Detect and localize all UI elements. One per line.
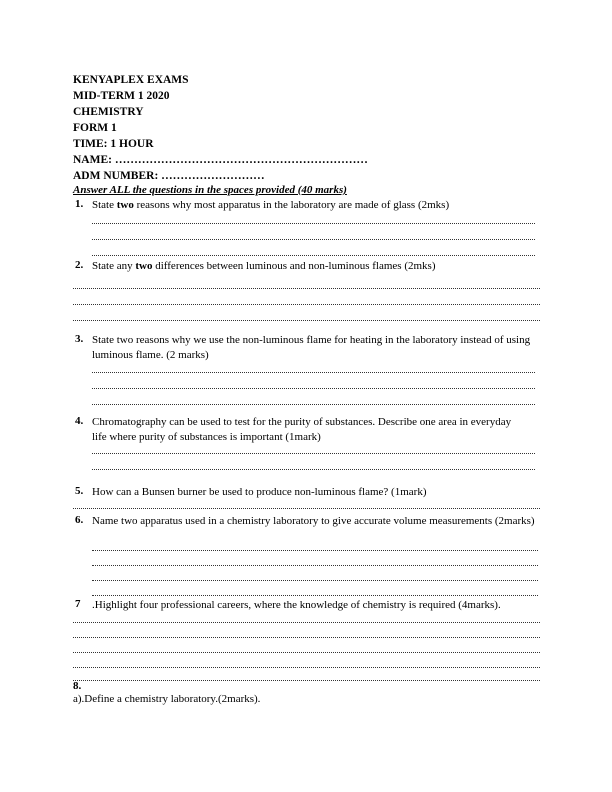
question-1-number: 1. <box>75 198 84 210</box>
name-field: NAME: ………………………………………………………… <box>73 154 368 166</box>
answer-line[interactable] <box>73 636 540 638</box>
answer-line[interactable] <box>92 579 538 581</box>
answer-line[interactable] <box>92 468 535 470</box>
question-6-number: 6. <box>75 514 84 526</box>
exam-time: TIME: 1 HOUR <box>73 138 154 150</box>
answer-line[interactable] <box>92 594 538 596</box>
question-7-text: .Highlight four professional careers, where the knowledge of chemistry is required (4marks). <box>92 599 501 611</box>
answer-line[interactable] <box>73 303 540 305</box>
question-3-text: State two reasons why we use the non-luminous flame for heating in the laboratory instead of using luminous flame. (2 marks) <box>92 334 531 361</box>
question-1-text: State two reasons why most apparatus in the laboratory are made of glass (2mks) <box>92 199 450 211</box>
instructions: Answer ALL the questions in the spaces provided (40 marks) <box>73 184 347 196</box>
answer-line[interactable] <box>92 403 535 405</box>
question-4-text: Chromatography can be used to test for the purity of substances. Describe one area in everyday life where purity of substances is important (1mark) <box>92 416 512 443</box>
question-2-number: 2. <box>75 259 84 271</box>
answer-line[interactable] <box>92 254 535 256</box>
question-8-text: a).Define a chemistry laboratory.(2marks). <box>73 693 261 705</box>
question-4-number: 4. <box>75 415 84 427</box>
school-name: KENYAPLEX EXAMS <box>73 74 189 86</box>
answer-line[interactable] <box>92 452 535 454</box>
answer-line[interactable] <box>73 666 540 668</box>
answer-line[interactable] <box>73 287 540 289</box>
question-5-text: How can a Bunsen burner be used to produce non-luminous flame? (1mark) <box>92 486 427 498</box>
adm-number-field: ADM NUMBER: ……………………… <box>73 170 265 182</box>
question-6-text: Name two apparatus used in a chemistry laboratory to give accurate volume measurements (2marks) <box>92 515 535 527</box>
question-5-number: 5. <box>75 485 84 497</box>
answer-line[interactable] <box>73 507 540 509</box>
question-8-number: 8. <box>73 680 82 692</box>
question-2-text: State any two differences between luminous and non-luminous flames (2mks) <box>92 260 436 272</box>
answer-line[interactable] <box>92 238 535 240</box>
form-level: FORM 1 <box>73 122 117 134</box>
answer-line[interactable] <box>92 371 535 373</box>
exam-term: MID-TERM 1 2020 <box>73 90 170 102</box>
answer-line[interactable] <box>92 387 535 389</box>
answer-line[interactable] <box>73 319 540 321</box>
answer-line[interactable] <box>73 621 540 623</box>
answer-line[interactable] <box>92 549 538 551</box>
answer-line[interactable] <box>73 651 540 653</box>
answer-line[interactable] <box>73 679 540 681</box>
answer-line[interactable] <box>92 222 535 224</box>
question-7-number: 7 <box>75 598 81 610</box>
question-3-number: 3. <box>75 333 84 345</box>
answer-line[interactable] <box>92 564 538 566</box>
subject: CHEMISTRY <box>73 106 144 118</box>
